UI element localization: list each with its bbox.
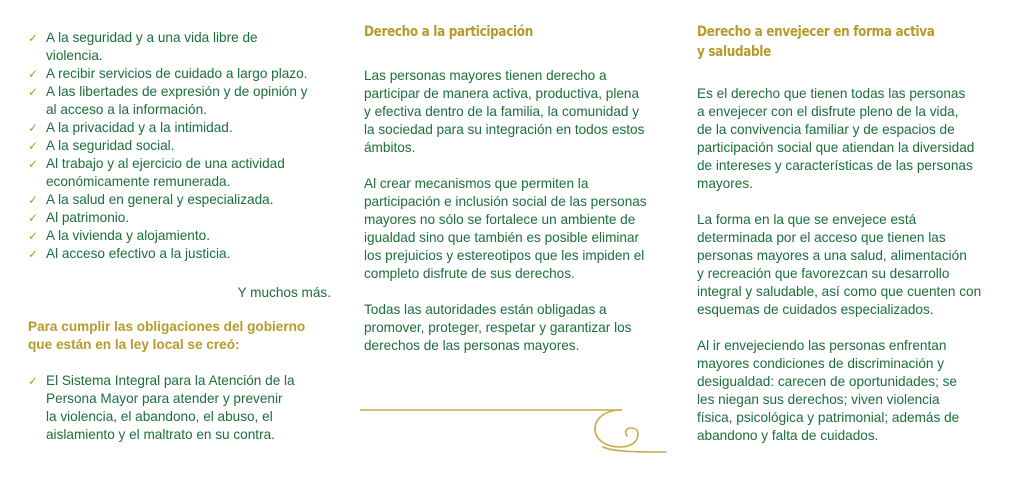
swirl-divider-icon <box>360 400 670 460</box>
active-aging-title: Derecho a envejecer en forma activa y saludable <box>697 24 935 60</box>
active-aging-paragraph: Es el derecho que tienen todas las personas a envejecer con el disfrute pleno de la vida, de la convivencia familiar y de espacios de participación social que atiendan la diversidad de intereses y características de las personas mayores. <box>697 86 975 191</box>
participation-paragraph: Las personas mayores tienen derecho a participar de manera activa, productiva, plena y efectiva dentro de la familia, la comunidad y la sociedad para su integración en todos estos ámbitos. <box>364 68 645 155</box>
list-item: ✓ Al patrimonio. <box>28 210 130 225</box>
check-icon: ✓ <box>28 229 39 243</box>
more-note: Y muchos más. <box>237 285 331 300</box>
active-aging-paragraph: La forma en la que se envejece está determinada por el acceso que tienen las personas mayores a una salud, alimentación y recreación que favorezcan su desarrollo integral y saludable, así como que cuenten con esquemas de cuidados especializados. <box>697 212 982 317</box>
check-icon: ✓ <box>28 121 39 135</box>
list-item: ✓ Al acceso efectivo a la justicia. <box>28 246 231 261</box>
participation-title: Derecho a la participación <box>364 24 533 40</box>
list-item: ✓ A la seguridad social. <box>28 138 175 153</box>
list-item: ✓ A las libertades de expresión y de opinión y al acceso a la información. <box>28 84 308 117</box>
check-icon: ✓ <box>28 67 39 81</box>
active-aging-paragraph: Al ir envejeciendo las personas enfrentan mayores condiciones de discriminación y desigualdad: carecen de oportunidades; se les niegan sus derechos; viven violencia física, psicológica y patrimonial; además de abandono y falta de cuidados. <box>697 338 960 443</box>
list-item: ✓ A la seguridad y a una vida libre de violencia. <box>28 30 258 63</box>
check-icon: ✓ <box>28 193 39 207</box>
list-item: ✓ A la salud en general y especializada. <box>28 192 274 207</box>
check-icon: ✓ <box>28 85 39 99</box>
system-list <box>28 372 295 444</box>
check-icon: ✓ <box>28 211 39 225</box>
check-icon: ✓ <box>28 139 39 153</box>
check-icon: ✓ <box>28 157 39 171</box>
list-item: ✓ A recibir servicios de cuidado a largo plazo. <box>28 66 308 81</box>
obligations-subheading: Para cumplir las obligaciones del gobierno que están en la ley local se creó: <box>28 319 306 352</box>
list-item: ✓ Al trabajo y al ejercicio de una actividad económicamente remunerada. <box>28 156 285 189</box>
list-item: ✓ A la privacidad y a la intimidad. <box>28 120 233 135</box>
participation-paragraph: Al crear mecanismos que permiten la participación e inclusión social de las personas mayores no sólo se fortalece un ambiente de igualdad sino que también es posible eliminar los prejuicios y estereotipos que les impiden el completo disfrute de sus derechos. <box>364 176 647 281</box>
check-icon: ✓ <box>28 374 39 388</box>
list-item: ✓ El Sistema Integral para la Atención de la Persona Mayor para atender y prevenir la violencia, el abandono, el abuso, el aislamiento y el maltrato en su contra. <box>28 373 295 442</box>
participation-paragraph: Todas las autoridades están obligadas a promover, proteger, respetar y garantizar los derechos de las personas mayores. <box>364 302 632 353</box>
list-item: ✓ A la vivienda y alojamiento. <box>28 228 210 243</box>
rights-list <box>28 29 307 263</box>
check-icon: ✓ <box>28 31 39 45</box>
check-icon: ✓ <box>28 247 39 261</box>
